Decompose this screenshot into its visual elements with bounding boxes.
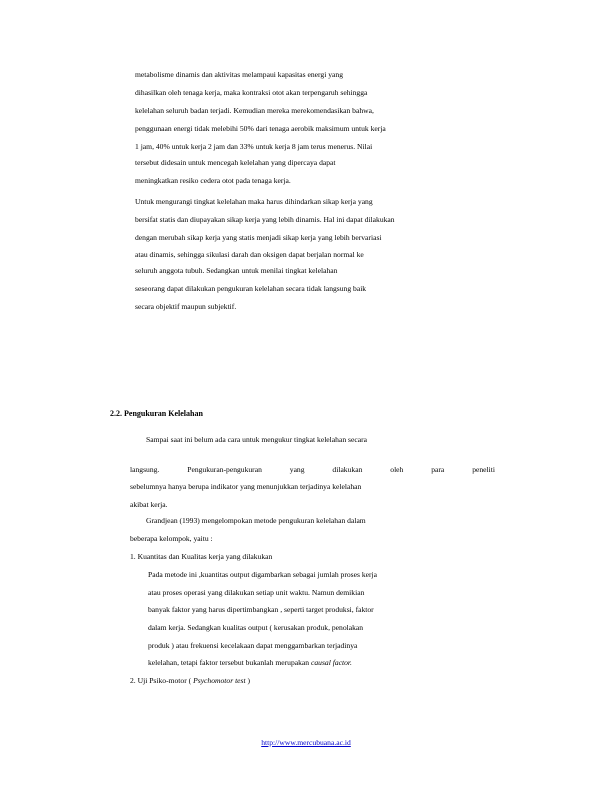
word: oleh	[390, 465, 404, 474]
text-span: )	[247, 676, 251, 685]
text-line: Untuk mengurangi tingkat kelelahan maka harus dihindarkan sikap kerja yang	[135, 197, 373, 206]
text-line: banyak faktor yang harus dipertimbangkan , seperti target produksi, faktor	[148, 605, 374, 614]
text-span: 2. Uji Psiko-motor (	[130, 676, 192, 685]
text-line: metabolisme dinamis dan aktivitas melampaui kapasitas energi yang	[135, 70, 344, 79]
italic-term: causal factor.	[311, 658, 352, 667]
text-line: Sampai saat ini belum ada cara untuk mengukur tingkat kelelahan secara	[146, 435, 367, 444]
text-line: dengan merubah sikap kerja yang statis menjadi sikap kerja yang lebih bervariasi	[135, 233, 382, 242]
text-line: Pada metode ini ,kuantitas output digambarkan sebagai jumlah proses kerja	[148, 570, 378, 579]
word: dilakukan	[332, 465, 363, 474]
text-line: kelelahan seluruh badan terjadi. Kemudian mereka merekomendasikan bahwa,	[135, 106, 374, 115]
text-span: kelelahan, tetapi faktor tersebut bukanlah merupakan	[148, 658, 310, 667]
text-line: dalam kerja. Sedangkan kualitas output ( kerusakan produk, penolakan	[148, 623, 364, 632]
text-line: Grandjean (1993) mengelompokan metode pengukuran kelelahan dalam	[146, 516, 366, 525]
text-line: beberapa kelompok, yaitu :	[130, 534, 213, 543]
text-line: secara objektif maupun subjektif.	[135, 302, 237, 311]
word: peneliti	[472, 465, 495, 474]
text-line: bersifat statis dan diupayakan sikap kerja yang lebih dinamis. Hal ini dapat dilakukan	[135, 215, 395, 224]
text-line: atau proses operasi yang dilakukan setiap unit waktu. Namun demikian	[148, 588, 365, 597]
word: langsung.	[130, 465, 160, 474]
text-line: atau dinamis, sehingga sikulasi darah dan oksigen dapat berjalan normal ke	[135, 250, 364, 259]
text-line	[148, 658, 352, 668]
text-line: produk ) atau frekuensi kecelakaan dapat menggambarkan terjadinya	[148, 641, 358, 650]
list-item-title: 1. Kuantitas dan Kualitas kerja yang dilakukan	[130, 552, 273, 561]
footer	[0, 738, 612, 748]
text-line: penggunaan energi tidak melebihi 50% dari tenaga aerobik maksimum untuk kerja	[135, 124, 386, 133]
text-line: 1 jam, 40% untuk kerja 2 jam dan 33% untuk kerja 8 jam terus menerus. Nilai	[135, 142, 373, 151]
word: Pengukuran-pengukuran	[187, 465, 262, 474]
text-line: seseorang dapat dilakukan pengukuran kelelahan secara tidak langsung baik	[135, 284, 367, 293]
text-line: dihasilkan oleh tenaga kerja, maka kontraksi otot akan terpengaruh sehingga	[135, 88, 368, 97]
word: para	[431, 465, 445, 474]
text-line: meningkatkan resiko cedera otot pada tenaga kerja.	[135, 176, 291, 185]
text-line: seluruh anggota tubuh. Sedangkan untuk menilai tingkat kelelahan	[135, 266, 338, 275]
list-item-2	[130, 676, 250, 686]
footer-link[interactable]: http://www.mercubuana.ac.id	[261, 738, 351, 747]
text-line: sebelumnya hanya berupa indikator yang menunjukkan terjadinya kelelahan	[130, 482, 362, 491]
section-heading: 2.2. Pengukuran Kelelahan	[110, 409, 203, 418]
word: yang	[289, 465, 305, 474]
justified-line	[130, 465, 495, 475]
text-line: akibat kerja.	[130, 500, 168, 509]
text-line: tersebut didesain untuk mencegah kelelahan yang dipercaya dapat	[135, 158, 336, 167]
italic-term: Psychomotor test	[193, 676, 246, 685]
